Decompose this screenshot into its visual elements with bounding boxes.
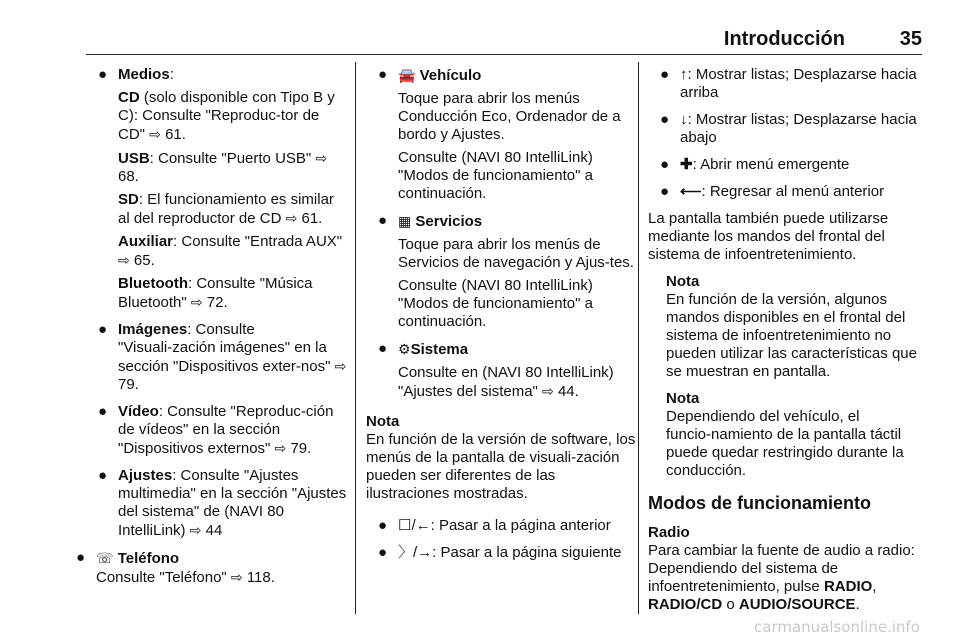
usb-label: USB [118,150,150,167]
list-item-back [648,183,928,201]
column-divider-2 [638,62,639,614]
bullet: ● [76,549,86,566]
radio-block [648,524,928,614]
bullet: ● [378,517,388,534]
separator: , [872,578,877,595]
bullet: ● [660,111,670,128]
usb-ref: 68. [118,168,139,185]
page-ref-icon: ⇨ [274,440,287,456]
paragraph: La pantalla también puede utilizarse mediante los mandos del frontal del sistema de infoentretenimiento. [648,210,889,263]
back-text: : Regresar al menú anterior [701,183,885,200]
page-header-title: Introducción [723,28,845,50]
page-ref-icon: ⇨ [190,294,203,310]
list-item-down [648,111,928,147]
servicios-label: Servicios [415,213,483,230]
ajustes-ref: 44 [205,522,223,539]
column-1 [76,66,348,596]
list-item-medios: ● Medios: CD (solo disponible con Tipo B y C): Consulte "Reproduc‑tor de CD" ⇨ 61. USB: Consulte "Puerto USB" ⇨ 68. SD: El funcionamiento es similar al del reproductor de CD ⇨ 61. Auxiliar: Consulte "Entrada AUX" ⇨ 65. Bluetooth: Consulte "Música Bluetooth" ⇨ 72. [98,66,343,311]
aux-ref: 65. [133,252,155,269]
column-3 [648,66,928,623]
note-block-1 [648,273,928,381]
sd-text: : El funcionamiento es similar al del reproductor de CD [118,191,334,227]
plus-icon: ✚ [680,156,693,173]
bullet: ● [378,66,388,83]
video-text: : Consulte "Reproduc‑ción de vídeos" en la sección "Dispositivos externos" [118,403,334,457]
next-page-icon: 〉/→ [398,544,433,561]
phone-icon: ☏ [96,550,114,566]
audio-source-button-label: AUDIO/SOURCE [738,596,856,613]
list-item-ajustes [86,467,348,540]
usb-text: : Consulte "Puerto USB" [149,150,316,167]
page-ref-icon: ⇨ [315,150,328,166]
bullet: ● [660,156,670,173]
note-label: Nota [666,390,700,407]
list-item-imagenes [86,321,348,394]
list-item-sistema [366,340,636,401]
menu-text: : Abrir menú emergente [692,156,850,173]
imagenes-ref: 79. [118,376,139,393]
aux-label: Auxiliar [118,233,174,250]
sistema-ref: 44. [557,383,579,400]
bullet: ● [660,66,670,83]
radio-label: Radio [648,524,690,541]
sistema-label: Sistema [410,341,469,358]
bluetooth-label: Bluetooth [118,275,188,292]
note-label: Nota [366,413,400,430]
list-item-up [648,66,928,102]
arrow-up-icon: ↑ [680,66,688,83]
watermark: carmanualsonline.info [754,618,920,636]
ajustes-label: Ajustes [118,467,173,484]
cd-ref: 61. [165,126,186,143]
note-text: En función de la versión de software, los menús de la pantalla de visuali‑zación pueden ser diferentes de las ilustraciones mostradas. [366,431,636,502]
bullet: ● [378,544,388,561]
note-label: Nota [666,273,700,290]
page-ref-icon: ⇨ [118,252,130,268]
column-divider-1 [355,62,356,614]
radio-button-label: RADIO [823,578,873,595]
sistema-text: Consulte en (NAVI 80 IntelliLink) "Ajustes del sistema" [398,364,614,400]
imagenes-label: Imágenes [118,321,188,338]
note-block-2 [648,390,928,480]
telefono-ref: 118. [246,569,275,586]
sd-ref: 61. [301,210,323,227]
video-ref: 79. [290,440,312,457]
page-ref-icon: ⇨ [542,383,554,399]
section-heading: Modos de funcionamiento [648,493,871,513]
arrow-down-icon: ↓ [680,111,688,128]
page-ref-icon: ⇨ [189,522,202,538]
cd-text: (solo disponible con Tipo B y C): Consulte "Reproduc‑tor de CD" [118,89,335,143]
bullet: ● [660,183,670,200]
servicios-text-1: Toque para abrir los menús de Servicios de navegación y Ajus‑tes. [398,236,634,271]
aux-text: : Consulte "Entrada AUX" [173,233,343,250]
page-ref-icon: ⇨ [285,210,298,226]
medios-label: Medios [118,66,170,83]
services-icon: ▦ [398,213,412,229]
list-item-prev-page [366,517,636,535]
down-text: : Mostrar listas; Desplazarse hacia abajo [680,111,917,146]
vehiculo-label: Vehículo [419,67,482,84]
header-rule [86,54,922,55]
note-text: En función de la versión, algunos mandos disponibles en el frontal del sistema de infoentretenimiento no pueden utilizar las características que se muestran en pantalla. [666,291,917,380]
radio-text: Para cambiar la fuente de audio a radio: Dependiendo del sistema de infoentretenimiento, pulse [648,542,915,595]
car-icon: 🚘 [398,67,416,83]
bullet: ● [98,403,108,420]
telefono-label: Teléfono [117,550,180,567]
page-number: 35 [899,28,922,50]
bullet: ● [378,212,388,229]
list-item-menu [648,156,928,174]
list-item-servicios [366,212,636,331]
separator: o [722,596,739,613]
bullet: ● [98,467,108,484]
imagenes-text: : Consulte "Visuali‑zación imágenes" en la sección "Dispositivos exter‑nos" [118,321,335,375]
note-text: Dependiendo del vehículo, el funcio‑namiento de la pantalla táctil puede quedar restringido durante la conducción. [666,408,904,479]
bullet: ● [98,66,108,83]
list-item-next-page [366,544,636,562]
page-ref-icon: ⇨ [149,126,161,142]
bluetooth-ref: 72. [206,294,228,311]
telefono-text: Consulte "Teléfono" [96,569,231,586]
vehiculo-text-2: Consulte (NAVI 80 IntelliLink) "Modos de funcionamiento" a continuación. [398,149,593,202]
list-item-video [86,403,348,458]
up-text: : Mostrar listas; Desplazarse hacia arriba [680,66,917,101]
vehiculo-text-1: Toque para abrir los menús Conducción Eco, Ordenador de a bordo y Ajustes. [398,90,621,143]
cd-label: CD [118,89,140,106]
back-arrow-icon: ⟵ [680,183,702,200]
sd-label: SD [118,191,139,208]
bullet: ● [378,340,388,357]
page-ref-icon: ⇨ [334,358,347,374]
list-item-vehiculo [366,66,636,203]
note-block [366,413,636,503]
radio-cd-button-label: RADIO/CD [648,596,723,613]
ajustes-text: : Consulte "Ajustes multimedia" en la sección "Ajustes del sistema" de (NAVI 80 IntelliLink) [118,467,347,539]
period: . [855,596,860,613]
prev-page-text: : Pasar a la página anterior [430,517,611,534]
page-ref-icon: ⇨ [230,569,243,585]
video-label: Vídeo [118,403,159,420]
gear-icon: ⚙ [398,341,411,357]
list-item-telefono [64,549,348,587]
bluetooth-text: : Consulte "Música Bluetooth" [118,275,313,311]
bullet: ● [98,321,108,338]
servicios-text-2: Consulte (NAVI 80 IntelliLink) "Modos de funcionamiento" a continuación. [398,277,593,330]
column-2 [366,66,636,571]
prev-page-icon: ☐/← [398,517,431,534]
next-page-text: : Pasar a la página siguiente [432,544,622,561]
